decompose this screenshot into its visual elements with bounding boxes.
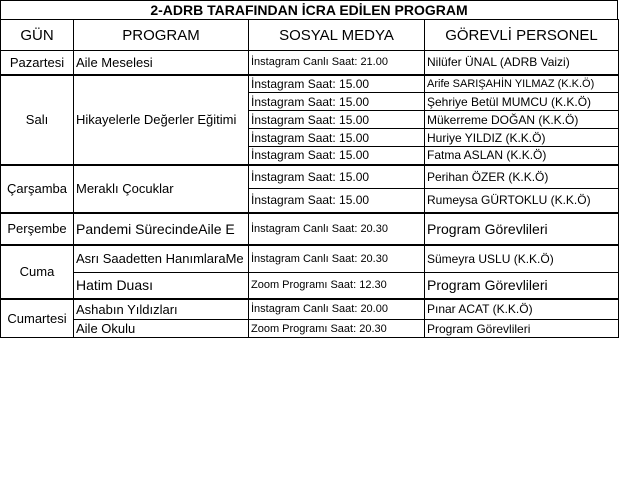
table-row bbox=[1, 299, 619, 320]
personnel-cell: Arife SARIŞAHİN YILMAZ (K.K.Ö) bbox=[425, 75, 619, 93]
personnel-cell: Rumeysa GÜRTOKLU (K.K.Ö) bbox=[425, 189, 619, 213]
table-row bbox=[1, 213, 619, 245]
media-cell: İnstagram Saat: 15.00 bbox=[249, 189, 425, 213]
day-cell: Perşembe bbox=[1, 213, 74, 245]
personnel-cell: Nilüfer ÜNAL (ADRB Vaizi) bbox=[425, 51, 619, 75]
page-title: 2-ADRB TARAFINDAN İCRA EDİLEN PROGRAM bbox=[0, 0, 618, 20]
program-cell: Ashabın Yıldızları bbox=[74, 299, 249, 320]
program-cell: Aile Meselesi bbox=[74, 51, 249, 75]
table-row bbox=[1, 273, 619, 299]
table-row bbox=[1, 320, 619, 338]
media-cell: İnstagram Saat: 15.00 bbox=[249, 129, 425, 147]
media-cell: Zoom Programı Saat: 12.30 bbox=[249, 273, 425, 299]
media-cell: İnstagram Canlı Saat: 21.00 bbox=[249, 51, 425, 75]
personnel-cell: Pınar ACAT (K.K.Ö) bbox=[425, 299, 619, 320]
program-cell: Aile Okulu bbox=[74, 320, 249, 338]
personnel-cell: Mükerreme DOĞAN (K.K.Ö) bbox=[425, 111, 619, 129]
program-cell: Meraklı Çocuklar bbox=[74, 165, 249, 213]
day-cell: Pazartesi bbox=[1, 51, 74, 75]
media-cell: İnstagram Canlı Saat: 20.00 bbox=[249, 299, 425, 320]
table-row bbox=[1, 245, 619, 273]
media-cell: İnstagram Canlı Saat: 20.30 bbox=[249, 213, 425, 245]
program-cell: Hikayelerle Değerler Eğitimi bbox=[74, 75, 249, 165]
media-cell: İnstagram Saat: 15.00 bbox=[249, 165, 425, 189]
personnel-cell: Perihan ÖZER (K.K.Ö) bbox=[425, 165, 619, 189]
header-day: GÜN bbox=[1, 20, 74, 51]
header-row bbox=[1, 20, 619, 51]
program-table bbox=[0, 19, 619, 338]
media-cell: İnstagram Saat: 15.00 bbox=[249, 147, 425, 165]
program-cell: Asrı Saadetten HanımlaraMe bbox=[74, 245, 249, 273]
personnel-cell: Sümeyra USLU (K.K.Ö) bbox=[425, 245, 619, 273]
media-cell: Zoom Programı Saat: 20.30 bbox=[249, 320, 425, 338]
personnel-cell: Şehriye Betül MUMCU (K.K.Ö) bbox=[425, 93, 619, 111]
personnel-cell: Program Görevlileri bbox=[425, 273, 619, 299]
day-cell: Cuma bbox=[1, 245, 74, 299]
day-cell: Cumartesi bbox=[1, 299, 74, 338]
media-cell: İnstagram Canlı Saat: 20.30 bbox=[249, 245, 425, 273]
table-row bbox=[1, 75, 619, 93]
media-cell: İnstagram Saat: 15.00 bbox=[249, 93, 425, 111]
header-media: SOSYAL MEDYA bbox=[249, 20, 425, 51]
program-cell: Pandemi SürecindeAile E bbox=[74, 213, 249, 245]
personnel-cell: Fatma ASLAN (K.K.Ö) bbox=[425, 147, 619, 165]
personnel-cell: Program Görevlileri bbox=[425, 320, 619, 338]
header-personnel: GÖREVLİ PERSONEL bbox=[425, 20, 619, 51]
personnel-cell: Huriye YILDIZ (K.K.Ö) bbox=[425, 129, 619, 147]
table-row bbox=[1, 165, 619, 189]
day-cell: Çarşamba bbox=[1, 165, 74, 213]
personnel-cell: Program Görevlileri bbox=[425, 213, 619, 245]
day-cell: Salı bbox=[1, 75, 74, 165]
program-cell: Hatim Duası bbox=[74, 273, 249, 299]
header-program: PROGRAM bbox=[74, 20, 249, 51]
table-row bbox=[1, 51, 619, 75]
media-cell: İnstagram Saat: 15.00 bbox=[249, 75, 425, 93]
media-cell: İnstagram Saat: 15.00 bbox=[249, 111, 425, 129]
